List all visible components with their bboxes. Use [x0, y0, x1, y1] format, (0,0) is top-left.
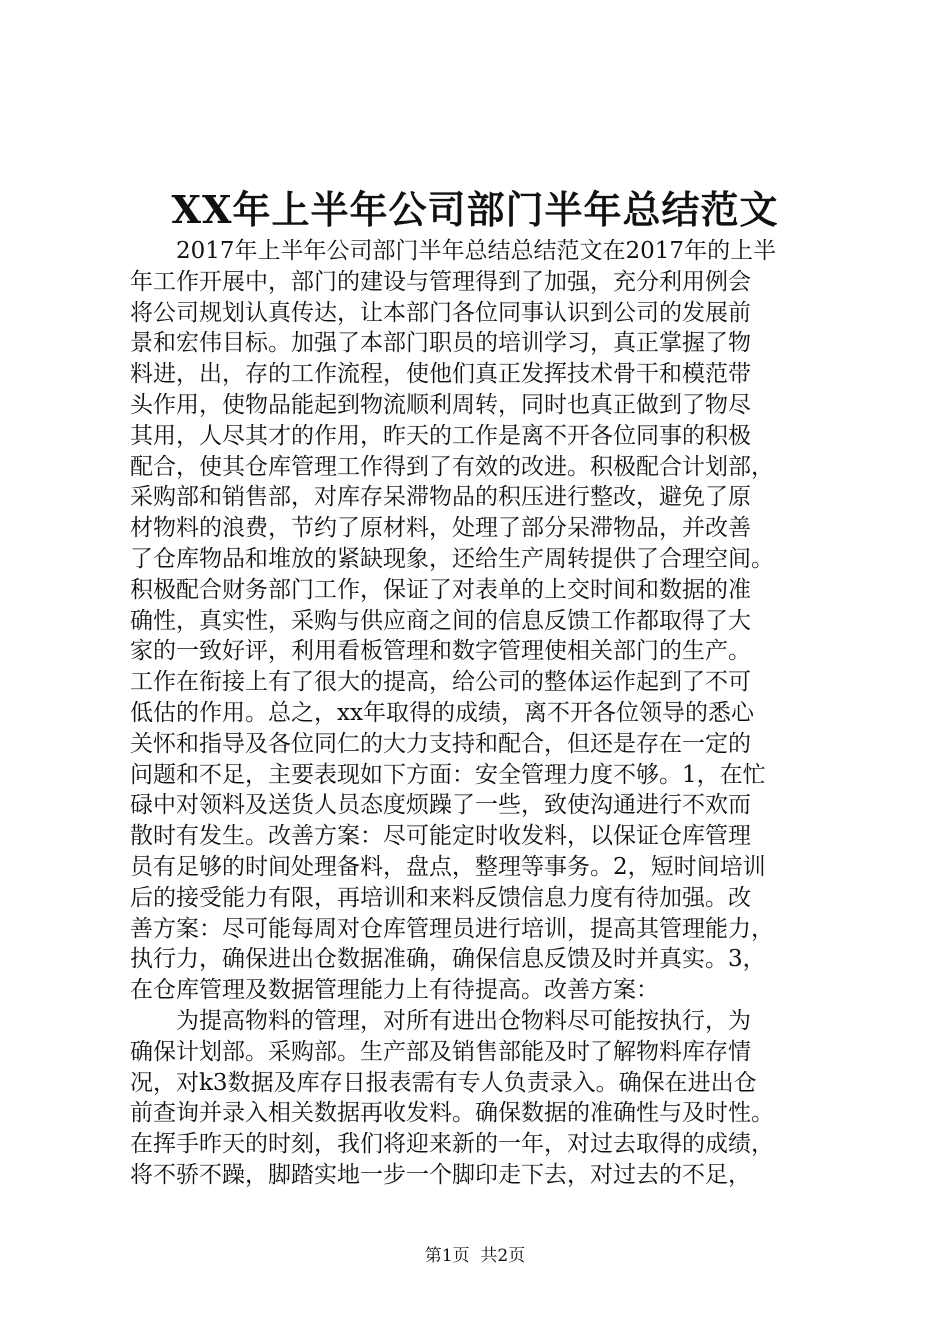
text-line: 年工作开展中，部门的建设与管理得到了加强，充分利用例会: [130, 268, 751, 295]
text-line: 将公司规划认真传达，让本部门各位同事认识到公司的发展前: [130, 299, 751, 326]
text-line: 善方案：尽可能每周对仓库管理员进行培训，提高其管理能力，: [130, 915, 774, 942]
page-number-footer: 第1页 共2页: [424, 1246, 526, 1266]
text-line: 头作用，使物品能起到物流顺利周转，同时也真正做到了物尽: [130, 391, 751, 418]
text-line: 况，对k3数据及库存日报表需有专人负责录入。确保在进出仓: [130, 1069, 757, 1096]
text-line: 2017年上半年公司部门半年总结总结范文在2017年的上半: [176, 238, 777, 264]
text-line: 确保计划部。采购部。生产部及销售部能及时了解物料库存情: [130, 1038, 751, 1065]
text-line: 低估的作用。总之，xx年取得的成绩，离不开各位领导的悉心: [130, 699, 754, 726]
text-line: 家的一致好评，利用看板管理和数字管理使相关部门的生产。: [130, 638, 751, 665]
text-line: 前查询并录入相关数据再收发料。确保数据的准确性与及时性。: [130, 1100, 774, 1127]
text-line: 其用，人尽其才的作用，昨天的工作是离不开各位同事的积极: [130, 422, 751, 449]
text-line: 材物料的浪费，节约了原材料，处理了部分呆滞物品，并改善: [130, 515, 751, 542]
text-line: 散时有发生。改善方案：尽可能定时收发料，以保证仓库管理: [130, 823, 751, 850]
document-title: XX年上半年公司部门半年总结范文: [171, 187, 779, 232]
text-line: 关怀和指导及各位同仁的大力支持和配合，但还是存在一定的: [130, 730, 751, 757]
text-line: 工作在衔接上有了很大的提高，给公司的整体运作起到了不可: [130, 669, 751, 696]
text-line: 为提高物料的管理，对所有进出仓物料尽可能按执行，为: [176, 1007, 751, 1034]
text-line: 在挥手昨天的时刻，我们将迎来新的一年，对过去取得的成绩，: [130, 1131, 774, 1158]
text-line: 执行力，确保进出仓数据准确，确保信息反馈及时并真实。3，: [130, 946, 766, 973]
text-line: 后的接受能力有限，再培训和来料反馈信息力度有待加强。改: [130, 884, 751, 911]
text-line: 了仓库物品和堆放的紧缺现象，还给生产周转提供了合理空间。: [130, 545, 774, 572]
paragraph-1: [130, 236, 830, 1006]
paragraph-2: [130, 1006, 830, 1191]
text-line: 问题和不足，主要表现如下方面：安全管理力度不够。1，在忙: [130, 761, 766, 788]
text-line: 将不骄不躁，脚踏实地一步一个脚印走下去，对过去的不足，: [130, 1161, 751, 1188]
text-line: 料进，出，存的工作流程，使他们真正发挥技术骨干和模范带: [130, 361, 751, 388]
text-line: 景和宏伟目标。加强了本部门职员的培训学习，真正掌握了物: [130, 330, 751, 357]
document-body: [130, 236, 830, 1191]
text-line: 积极配合财务部门工作，保证了对表单的上交时间和数据的准: [130, 576, 751, 603]
text-line: 配合，使其仓库管理工作得到了有效的改进。积极配合计划部，: [130, 453, 774, 480]
text-line: 员有足够的时间处理备料，盘点，整理等事务。2，短时间培训: [130, 853, 766, 880]
text-line: 确性，真实性，采购与供应商之间的信息反馈工作都取得了大: [130, 607, 751, 634]
text-line: 碌中对领料及送货人员态度烦躁了一些，致使沟通进行不欢而: [130, 792, 751, 819]
text-line: 采购部和销售部，对库存呆滞物品的积压进行整改，避免了原: [130, 484, 751, 511]
text-line: 在仓库管理及数据管理能力上有待提高。改善方案：: [130, 977, 659, 1004]
